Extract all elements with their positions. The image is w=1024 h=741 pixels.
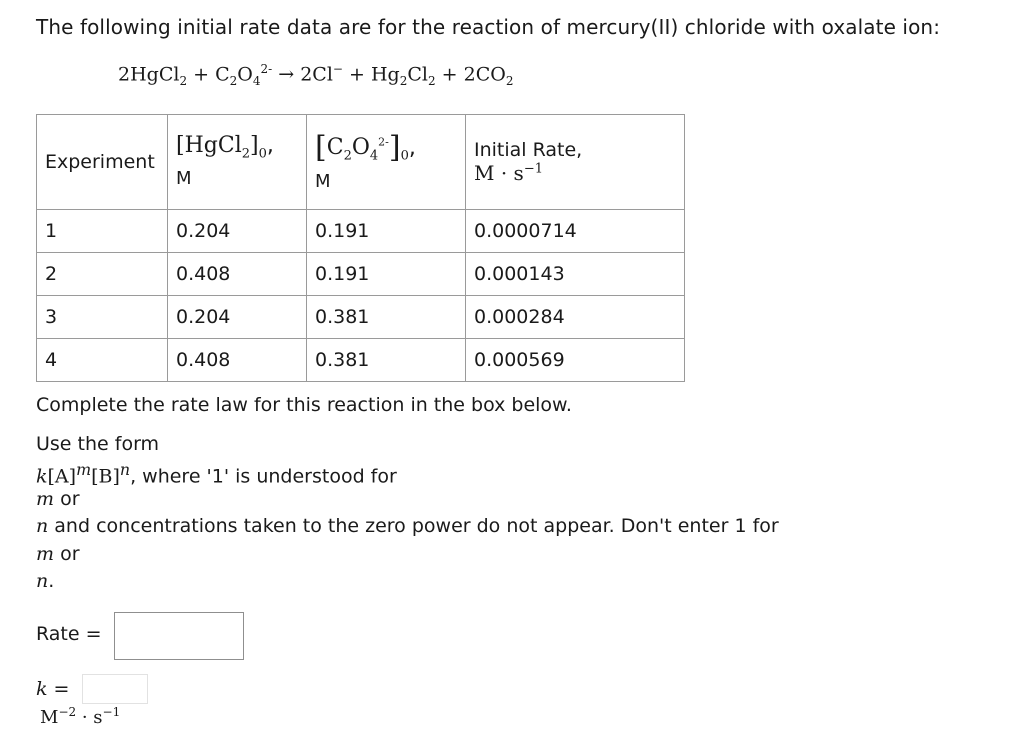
intro-text: The following initial rate data are for the reaction of mercury(II) chloride with oxalate ion: xyxy=(36,15,941,39)
reaction-equation: 2HgCl$_2$ + $C_2O_4^{2-} \to 2Cl^- + Hg_2Cl_2 + 2CO_2$ xyxy=(118,62,514,89)
instruction-n-end: n. xyxy=(36,570,55,592)
rate-law-form: $k[A]^m[B]^n$, where '1' is understood for xyxy=(36,460,397,488)
table-row xyxy=(37,296,685,339)
table-row xyxy=(37,339,685,382)
cell-experiment: 3 xyxy=(37,296,168,339)
cell-rate: 0.000284 xyxy=(466,296,685,339)
cell-oxalate: 0.191 xyxy=(307,210,466,253)
cell-rate: 0.0000714 xyxy=(466,210,685,253)
cell-hgcl2: 0.204 xyxy=(168,296,307,339)
cell-hgcl2: 0.408 xyxy=(168,253,307,296)
rate-label: Rate = xyxy=(36,623,102,645)
table-row xyxy=(37,210,685,253)
header-oxalate-concentration: $[C_2O_4^{2-}]_0$, M xyxy=(307,115,466,210)
cell-oxalate: 0.191 xyxy=(307,253,466,296)
instruction-complete: Complete the rate law for this reaction in the box below. xyxy=(36,394,572,416)
cell-rate: 0.000143 xyxy=(466,253,685,296)
header-initial-rate: Initial Rate, $M \cdot s^{-1}$ xyxy=(466,115,685,210)
cell-hgcl2: 0.408 xyxy=(168,339,307,382)
table-row xyxy=(37,253,685,296)
cell-experiment: 1 xyxy=(37,210,168,253)
instruction-m-or: m or xyxy=(36,488,80,510)
k-unit: $M^{-2} \cdot s^{-1}$ xyxy=(40,705,121,728)
rate-law-input[interactable] xyxy=(114,612,244,660)
rate-data-table xyxy=(36,114,685,382)
header-experiment: Experiment xyxy=(37,115,168,210)
cell-oxalate: 0.381 xyxy=(307,339,466,382)
cell-oxalate: 0.381 xyxy=(307,296,466,339)
header-hgcl2-concentration: $[HgCl_2]_0$, M xyxy=(168,115,307,210)
k-label: k = xyxy=(36,678,70,700)
cell-rate: 0.000569 xyxy=(466,339,685,382)
instruction-zero-power: n and concentrations taken to the zero power do not appear. Don't enter 1 for xyxy=(36,515,779,537)
k-value-input[interactable] xyxy=(82,674,148,704)
cell-hgcl2: 0.204 xyxy=(168,210,307,253)
table-header-row xyxy=(37,115,685,210)
instruction-m-or-2: m or xyxy=(36,543,80,565)
cell-experiment: 2 xyxy=(37,253,168,296)
instruction-use-form: Use the form xyxy=(36,433,160,455)
cell-experiment: 4 xyxy=(37,339,168,382)
